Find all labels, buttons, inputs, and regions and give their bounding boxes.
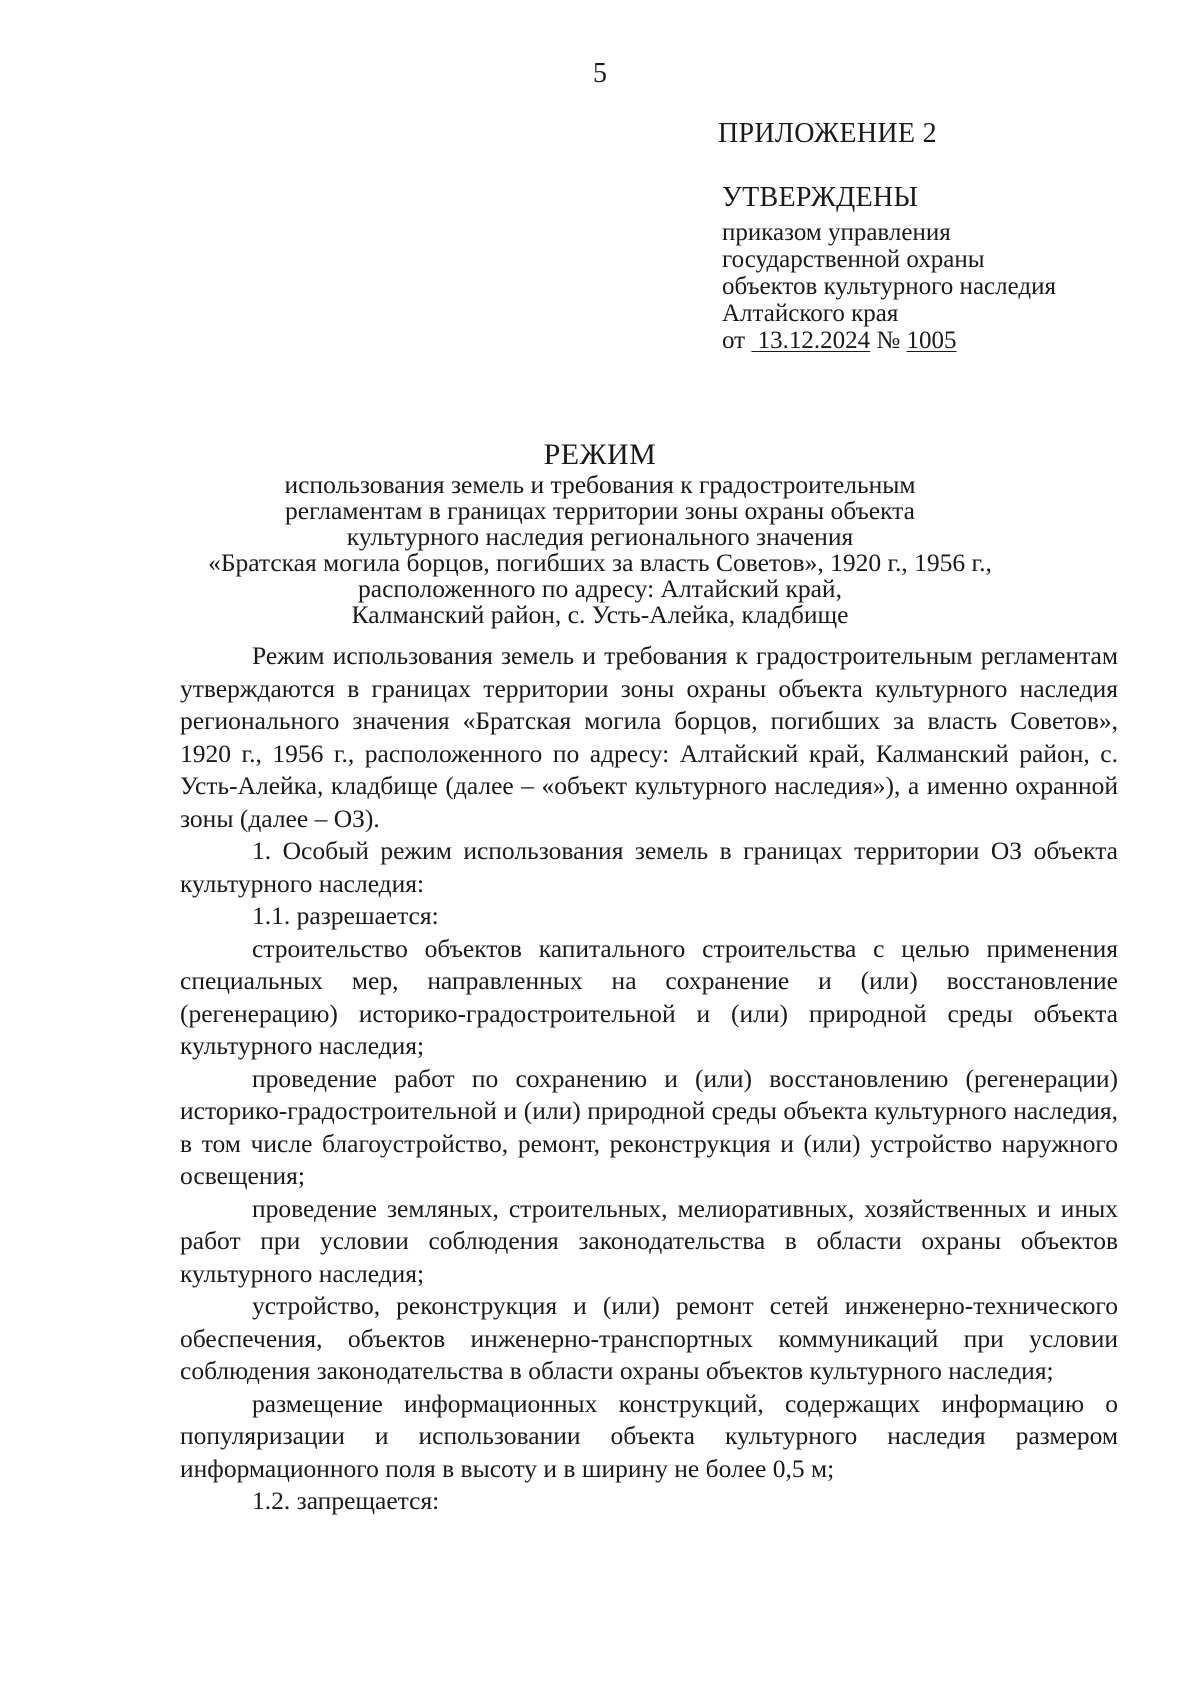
appendix-label: ПРИЛОЖЕНИЕ 2 [718,118,937,149]
document-body [180,640,1118,1518]
paragraph: Режим использования земель и требования к градостроительным регламентам утверждаются в границах территории зоны охраны объекта культурного наследия регионального значения «Братская могила борцов, погибших за власть Советов», 1920 г., 1956 г., расположенного по адресу: Алтайский край, Калманский район, с. Усть-Алейка, кладбище (далее – «объект культурного наследия»), а именно охранной зоны (далее – ОЗ). [180,641,1118,833]
paragraph: 1.1. разрешается: [252,901,439,930]
paragraph: 1. Особый режим использования земель в границах территории ОЗ объекта культурного наследия: [180,836,1118,898]
approval-line: объектов культурного наследия [722,273,1056,300]
paragraph: 1.2. запрещается: [252,1486,440,1515]
paragraph: строительство объектов капитального строительства с целью применения специальных мер, направленных на сохранение и (или) восстановление (регенерацию) историко-градостроительной и (или) природной среды объекта культурного наследия; [180,933,1118,1060]
document-title: РЕЖИМ [543,438,657,471]
subtitle-line: использования земель и требования к градостроительным [284,470,916,499]
approval-date: 13.12.2024 [757,327,871,354]
page-number: 5 [593,58,607,89]
approval-line: Алтайского края [722,300,899,327]
document-title-block [0,438,1200,628]
number-sign: № [876,327,901,354]
approval-number: 1005 [906,327,957,354]
subtitle-line: Калманский район, с. Усть-Алейка, кладбище [351,600,849,629]
subtitle-line: «Братская могила борцов, погибших за власть Советов», 1920 г., 1956 г., [208,548,992,577]
paragraph: проведение земляных, строительных, мелиоративных, хозяйственных и иных работ при условии соблюдения законодательства в области охраны объектов культурного наследия; [180,1193,1118,1288]
approval-block [722,184,1056,354]
paragraph: проведение работ по сохранению и (или) восстановлению (регенерации) историко-градостроительной и (или) природной среды объекта культурного наследия, в том числе благоустройство, ремонт, реконструкция и (или) устройство наружного освещения; [180,1063,1118,1190]
approval-line: приказом управления [722,219,951,246]
paragraph: устройство, реконструкция и (или) ремонт сетей инженерно-технического обеспечения, объектов инженерно-транспортных коммуникаций при условии соблюдения законодательства в области охраны объектов культурного наследия; [180,1291,1118,1385]
paragraph: размещение информационных конструкций, содержащих информацию о популяризации и использовании объекта культурного наследия размером информационного поля в высоту и в ширину не более 0,5 м; [180,1388,1118,1483]
date-prefix: от [722,327,746,354]
approval-title: УТВЕРЖДЕНЫ [722,182,919,213]
subtitle-line: культурного наследия регионального значения [346,522,854,551]
approval-line: государственной охраны [722,246,985,273]
approval-date-line [722,327,1056,354]
subtitle-line: расположенного по адресу: Алтайский край, [358,574,842,603]
subtitle-line: регламентам в границах территории зоны охраны объекта [285,496,915,525]
